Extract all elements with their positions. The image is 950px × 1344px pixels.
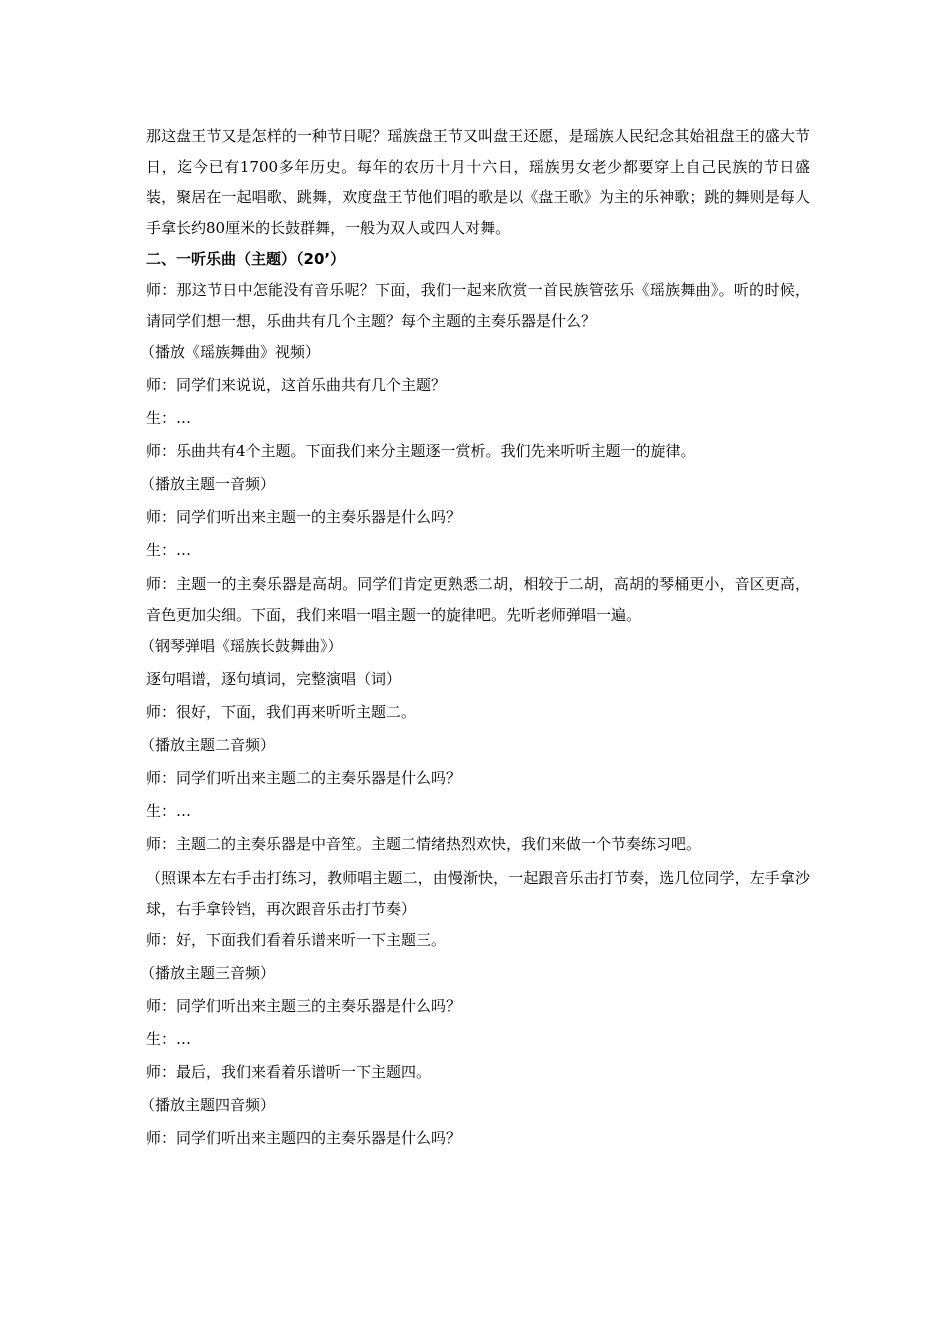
stage-direction: （钢琴弹唱《瑶族长鼓舞曲》） — [140, 637, 343, 655]
dialogue-line: 师：好，下面我们看着乐谱来听一下主题三。 — [146, 931, 447, 949]
dialogue-line: 逐句唱谱，逐句填词，完整演唱（词） — [146, 670, 402, 688]
stage-direction: （播放《瑶族舞曲》视频） — [140, 343, 321, 361]
dialogue-line: 师：同学们来说说，这首乐曲共有几个主题？ — [146, 376, 447, 394]
dialogue-line: 师：主题二的主奏乐器是中音笙。主题二情绪热烈欢快，我们来做一个节奏练习吧。 — [146, 835, 702, 853]
dialogue-line: 生：… — [146, 409, 192, 427]
rhythm-exercise-paragraph: （照课本左右手击打练习，教师唱主题二，由慢渐快，一起跟音乐击打节奏，选几位同学，左手拿沙球，右手拿铃铛，再次跟音乐击打节奏） — [146, 869, 810, 918]
dialogue-line: 师：同学们听出来主题四的主奏乐器是什么吗？ — [146, 1129, 462, 1147]
document-page — [140, 121, 810, 1155]
dialogue-line: 师：同学们听出来主题二的主奏乐器是什么吗？ — [146, 769, 462, 787]
dialogue-line: 生：… — [146, 802, 192, 820]
intro-paragraph: 那这盘王节又是怎样的一种节日呢？瑶族盘王节又叫盘王还愿，是瑶族人民纪念其始祖盘王的盛大节日，迄今已有1700多年历史。每年的农历十月十六日，瑶族男女老少都要穿上自己民族的节日盛装，聚居在一起唱歌、跳舞，欢度盘王节他们唱的歌是以《盘王歌》为主的乐神歌；跳的舞则是每人手拿长约80厘米的长鼓群舞，一般为双人或四人对舞。 — [146, 127, 810, 237]
stage-direction: （播放主题一音频） — [140, 475, 276, 493]
dialogue-line: 师：乐曲共有4个主题。下面我们来分主题逐一赏析。我们先来听听主题一的旋律。 — [146, 442, 696, 460]
dialogue-line: 生：… — [146, 541, 192, 559]
stage-direction: （播放主题二音频） — [140, 736, 276, 754]
dialogue-line: 师：同学们听出来主题三的主奏乐器是什么吗？ — [146, 997, 462, 1015]
stage-direction: （播放主题四音频） — [140, 1096, 276, 1114]
dialogue-line: 师：很好，下面，我们再来听听主题二。 — [146, 703, 417, 721]
stage-direction: （播放主题三音频） — [140, 964, 276, 982]
section-heading: 二、一听乐曲（主题）（20’） — [146, 250, 346, 268]
teacher-explanation-paragraph: 师：主题一的主奏乐器是高胡。同学们肯定更熟悉二胡，相较于二胡，高胡的琴桶更小，音区更高，音色更加尖细。下面，我们来唱一唱主题一的旋律吧。先听老师弹唱一遍。 — [146, 575, 810, 624]
dialogue-line: 师：最后，我们来看着乐谱听一下主题四。 — [146, 1063, 432, 1081]
dialogue-line: 生：… — [146, 1030, 192, 1048]
teacher-question-paragraph: 师：那这节日中怎能没有音乐呢？下面，我们一起来欣赏一首民族管弦乐《瑶族舞曲》。听的时候，请同学们想一想，乐曲共有几个主题？每个主题的主奏乐器是什么？ — [146, 281, 810, 330]
dialogue-line: 师：同学们听出来主题一的主奏乐器是什么吗？ — [146, 508, 462, 526]
